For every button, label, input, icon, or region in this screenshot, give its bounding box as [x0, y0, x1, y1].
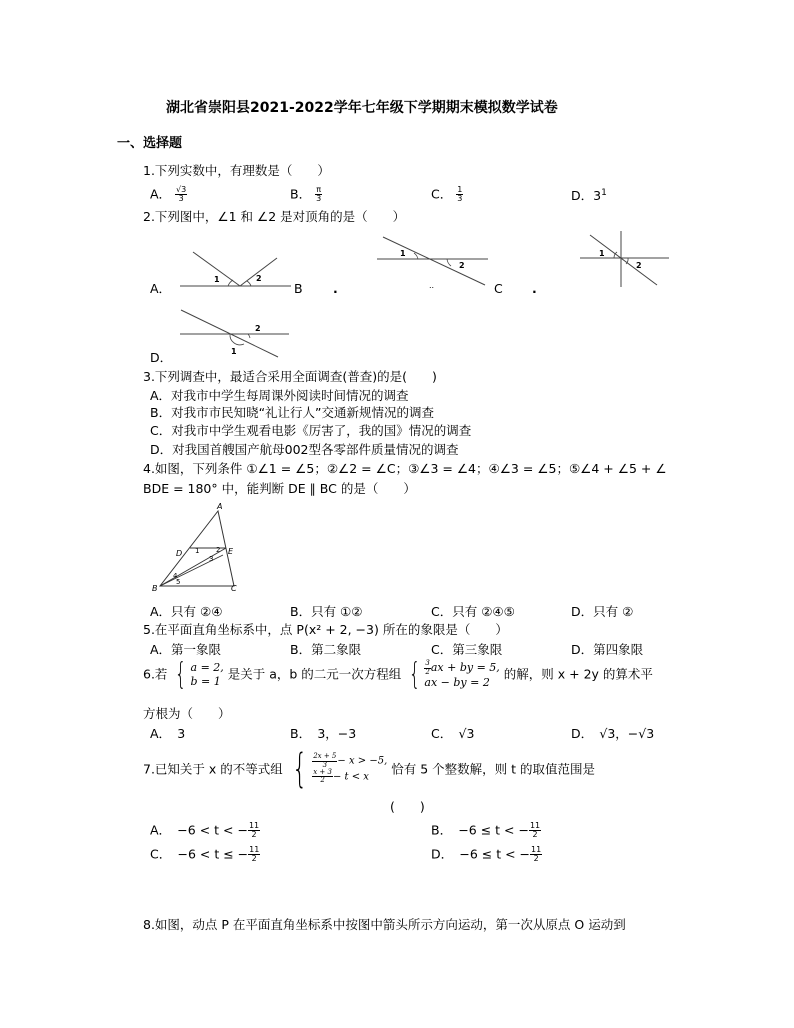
- q1-d-base: 3: [593, 188, 602, 204]
- q1-b-num: π: [316, 185, 322, 194]
- q3-option-c: C．对我市中学生观看电影《厉害了，我的国》情况的调查: [150, 423, 472, 438]
- q7-r2-num: x + 3: [313, 768, 332, 776]
- q7-c-text: C． −6 < t ≤ −: [150, 846, 249, 862]
- q2-option-a: A．: [150, 281, 172, 296]
- q2-option-b: B: [294, 281, 303, 296]
- q8-stem: 8.如图，动点 P 在平面直角坐标系中按图中箭头所示方向运动，第一次从原点 O 运动到: [143, 917, 626, 932]
- q2-a-angle2-label: 2: [256, 274, 262, 283]
- q3-option-d: D．对我国首艘国产航母002型各零部件质量情况的调查: [150, 442, 459, 457]
- q6-brace1: {: [175, 657, 187, 692]
- q3-option-b: B．对我市市民知晓“礼让行人”交通新规情况的调查: [150, 405, 435, 420]
- q4-fig-angle3: 3: [209, 555, 214, 563]
- page-title: 湖北省崇阳县2021-2022学年七年级下学期期末模拟数学试卷: [166, 100, 558, 116]
- q6-pre: 6.若: [143, 666, 168, 682]
- q6-sys2-den: 2: [425, 667, 430, 676]
- q7-r2: − t < x: [332, 771, 369, 783]
- q6-mid: 是关于 a，b 的二元一次方程组: [227, 666, 402, 682]
- q1-b-label: B．: [290, 186, 312, 202]
- q5-stem: 5.在平面直角坐标系中，点 P(x² + 2, −3) 所在的象限是（ ）: [143, 622, 508, 637]
- q7-r1-num: 2x + 5: [313, 752, 337, 761]
- q4-option-d: D．只有 ②: [571, 604, 634, 619]
- q7-r1: − x > −5,: [337, 755, 388, 767]
- q2-c-angle1-label: 1: [599, 249, 605, 258]
- q6-option-b: B． 3，−3: [290, 726, 357, 741]
- q1-b-den: 3: [316, 194, 322, 204]
- q7-line1: [143, 746, 595, 792]
- q2-option-c: C: [494, 281, 503, 296]
- q4-fig-label-e: E: [228, 547, 234, 556]
- q2-b-angle1-label: 1: [400, 249, 406, 258]
- q6-brace2: {: [409, 657, 421, 692]
- q1-a-num: √3: [176, 185, 187, 194]
- q7-d-text: D． −6 ≤ t < −: [431, 846, 531, 862]
- q4-option-c: C．只有 ②④⑤: [431, 604, 515, 619]
- q7-pre: 7.已知关于 x 的不等式组: [143, 761, 283, 777]
- q3-option-a: A．对我市中学生每周课外阅读时间情况的调查: [150, 388, 409, 403]
- q1-c-den: 3: [457, 194, 463, 204]
- q3-stem: 3.下列调查中，最适合采用全面调查(普查)的是( ): [143, 369, 437, 384]
- q2-d-angle2-label: 2: [255, 324, 261, 333]
- q5-option-b: B．第二象限: [290, 642, 362, 657]
- q2-stem: 2.下列图中，∠1 和 ∠2 是对顶角的是（ ）: [143, 209, 406, 224]
- q7-option-b: [431, 822, 541, 840]
- section-heading: 一、选择题: [117, 136, 183, 151]
- q6-sys1-eq2: b = 1: [190, 675, 221, 688]
- q2-option-c-dot: .: [532, 281, 537, 296]
- q7-b-den: 2: [532, 830, 538, 840]
- q6-line2: 方根为（ ）: [143, 706, 231, 721]
- q5-option-d: D．第四象限: [571, 642, 644, 657]
- q4-option-b: B．只有 ①②: [290, 604, 363, 619]
- q4-fig-angle1: 1: [195, 547, 200, 555]
- q7-a-num: 11: [248, 821, 260, 830]
- q6-sys2-eq2: ax − by = 2: [424, 675, 490, 689]
- q7-option-a: [150, 822, 260, 840]
- q1-c-label: C．: [431, 186, 453, 202]
- q4-fig-label-a: A: [217, 502, 223, 511]
- q2-d-angle1-label: 1: [231, 347, 237, 356]
- q7-d-den: 2: [533, 854, 539, 864]
- q6-sys2-eq1: ax + by = 5,: [430, 661, 500, 675]
- q6-option-d: D． √3，−√3: [571, 726, 655, 741]
- q7-a-den: 2: [251, 830, 257, 840]
- q6-option-c: C． √3: [431, 726, 475, 741]
- q4-line2: BDE = 180° 中，能判断 DE ∥ BC 的是（ ）: [143, 481, 416, 496]
- q1-stem: 1.下列实数中，有理数是（ ）: [143, 163, 330, 178]
- q6-sys2-num: 3: [425, 659, 430, 668]
- q7-a-text: A． −6 < t < −: [150, 822, 248, 838]
- q7-b-num: 11: [529, 821, 541, 830]
- q5-option-a: A．第一象限: [150, 642, 222, 657]
- q6-line1: [143, 657, 653, 692]
- q2-b-angle2-label: 2: [459, 261, 465, 270]
- q6-sys1-eq1: a = 2,: [190, 661, 224, 675]
- q7-r1-den: 3: [322, 760, 328, 769]
- q7-paren: ( ): [390, 799, 425, 814]
- q4-fig-angle4: 4: [173, 572, 178, 580]
- q6-post: 的解，则 x + 2y 的算术平: [503, 666, 653, 682]
- q4-line1: 4.如图，下列条件 ①∠1 = ∠5；②∠2 = ∠C；③∠3 = ∠4；④∠3 = ∠5；⑤∠4 + ∠5 + ∠: [143, 461, 667, 476]
- q2-option-b-dot: .: [333, 281, 338, 296]
- q7-option-c: [150, 846, 260, 864]
- q2-c-angle2-label: 2: [636, 261, 642, 270]
- q5-option-c: C．第三象限: [431, 642, 503, 657]
- q4-fig-angle2: 2: [216, 546, 221, 554]
- q1-a-label: A．: [150, 186, 172, 202]
- q7-d-num: 11: [531, 845, 542, 854]
- q7-option-d: [431, 846, 542, 864]
- q7-b-text: B． −6 ≤ t < −: [431, 822, 529, 838]
- q4-option-a: A．只有 ②④: [150, 604, 223, 619]
- q1-c-num: 1: [457, 185, 463, 194]
- q7-c-num: 11: [249, 845, 260, 854]
- q6-option-a: A． 3: [150, 726, 186, 741]
- q2-option-d: D．: [150, 350, 173, 365]
- q4-fig-label-b: B: [152, 584, 158, 593]
- q4-fig-label-d: D: [176, 549, 183, 558]
- q1-a-den: 3: [178, 194, 184, 204]
- q4-fig-angle5: 5: [176, 578, 181, 586]
- q2-a-angle1-label: 1: [214, 275, 220, 284]
- q7-brace: {: [291, 746, 308, 792]
- q4-fig-label-c: C: [231, 584, 237, 593]
- q1-d-label: D．: [571, 188, 594, 204]
- q2-option-c-mark: ..: [429, 281, 435, 290]
- q7-post: 恰有 5 个整数解，则 t 的取值范围是: [391, 761, 595, 777]
- q7-r2-den: 2: [320, 776, 325, 785]
- q1-d-exp: 1: [601, 188, 607, 198]
- q7-c-den: 2: [251, 854, 257, 864]
